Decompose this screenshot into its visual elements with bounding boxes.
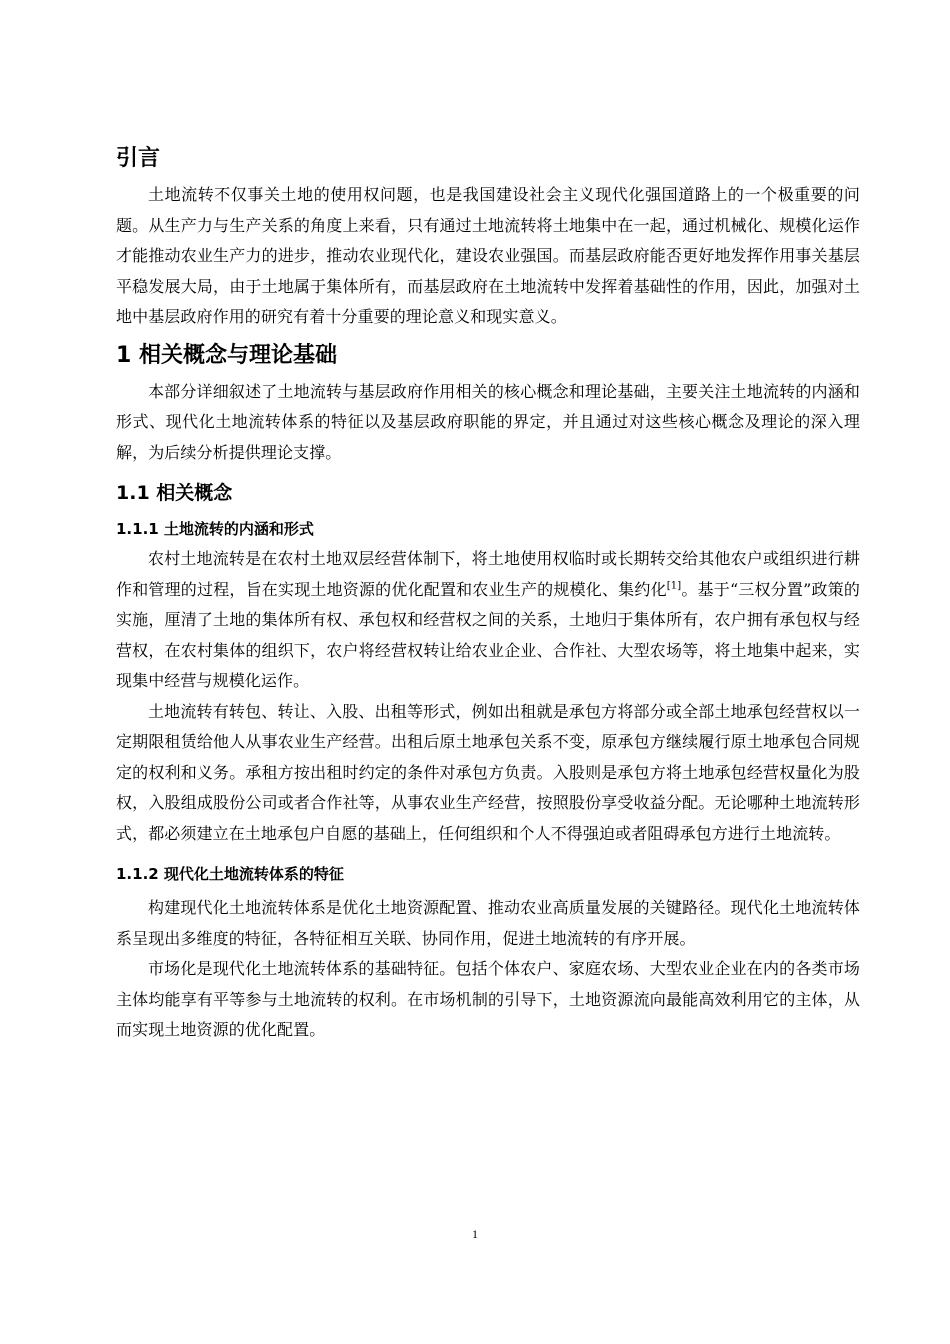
paragraph-text: 。基于“三权分置”政策的实施，厘清了土地的集体所有权、承包权和经营权之间的关系，土地归于集体所有，农户拥有承包权与经营权，在农村集体的组织下，农户将经营权转让给农业企业、合作社、大型农场等，将土地集中起来，实现集中经营与规模化运作。 xyxy=(116,579,860,690)
intro-paragraph: 土地流转不仅事关土地的使用权问题，也是我国建设社会主义现代化强国道路上的一个极重要的问题。从生产力与生产关系的角度上来看，只有通过土地流转将土地集中在一起，通过机械化、规模化运作才能推动农业生产力的进步，推动农业现代化，建设农业强国。而基层政府能否更好地发挥作用事关基层平稳发展大局，由于土地属于集体所有，而基层政府在土地流转中发挥着基础性的作用，因此，加强对土地中基层政府作用的研究有着十分重要的理论意义和现实意义。 xyxy=(116,185,860,326)
intro-heading: 引言 xyxy=(116,146,161,171)
section-1-1-heading: 1.1 相关概念 xyxy=(116,482,233,504)
section-1-heading: 1 相关概念与理论基础 xyxy=(116,342,337,368)
paragraph-text: 农村土地流转是在农村土地双层经营体制下，将土地使用权临时或长期转交给其他农户或组织进行耕作和管理的过程，旨在实现土地资源的优化配置和农业生产的规模化、集约化 xyxy=(116,549,860,599)
section-1-1-2-heading: 1.1.2 现代化土地流转体系的特征 xyxy=(116,865,344,883)
section-1-1-1-paragraph-2: 土地流转有转包、转让、入股、出租等形式，例如出租就是承包方将部分或全部土地承包经营权以一定期限租赁给他人从事农业生产经营。出租后原土地承包关系不变，原承包方继续履行原土地承包合同规定的权利和义务。承租方按出租时约定的条件对承包方负责。入股则是承包方将土地承包经营权量化为股权，入股组成股份公司或者合作社等，从事农业生产经营，按照股份享受收益分配。无论哪种土地流转形式，都必须建立在土地承包户自愿的基础上，任何组织和个人不得强迫或者阻碍承包方进行土地流转。 xyxy=(116,701,860,843)
citation-ref: [1] xyxy=(666,580,682,592)
page-content xyxy=(116,142,860,1046)
section-1-1-2-paragraph-1: 构建现代化土地流转体系是优化土地资源配置、推动农业高质量发展的关键路径。现代化土地流转体系呈现出多维度的特征，各特征相互关联、协同作用，促进土地流转的有序开展。 xyxy=(116,898,860,948)
section-1-1-1-heading: 1.1.1 土地流转的内涵和形式 xyxy=(116,520,314,538)
page-number: 1 xyxy=(472,1227,478,1241)
section-1-paragraph: 本部分详细叙述了土地流转与基层政府作用相关的核心概念和理论基础，主要关注土地流转的内涵和形式、现代化土地流转体系的特征以及基层政府职能的界定，并且通过对这些核心概念及理论的深入理解，为后续分析提供理论支撑。 xyxy=(116,381,860,462)
section-1-1-1-paragraph-1 xyxy=(116,544,860,697)
section-1-1-2-paragraph-2: 市场化是现代化土地流转体系的基础特征。包括个体农户、家庭农场、大型农业企业在内的各类市场主体均能享有平等参与土地流转的权利。在市场机制的引导下，土地资源流向最能高效利用它的主体，从而实现土地资源的优化配置。 xyxy=(116,959,860,1039)
